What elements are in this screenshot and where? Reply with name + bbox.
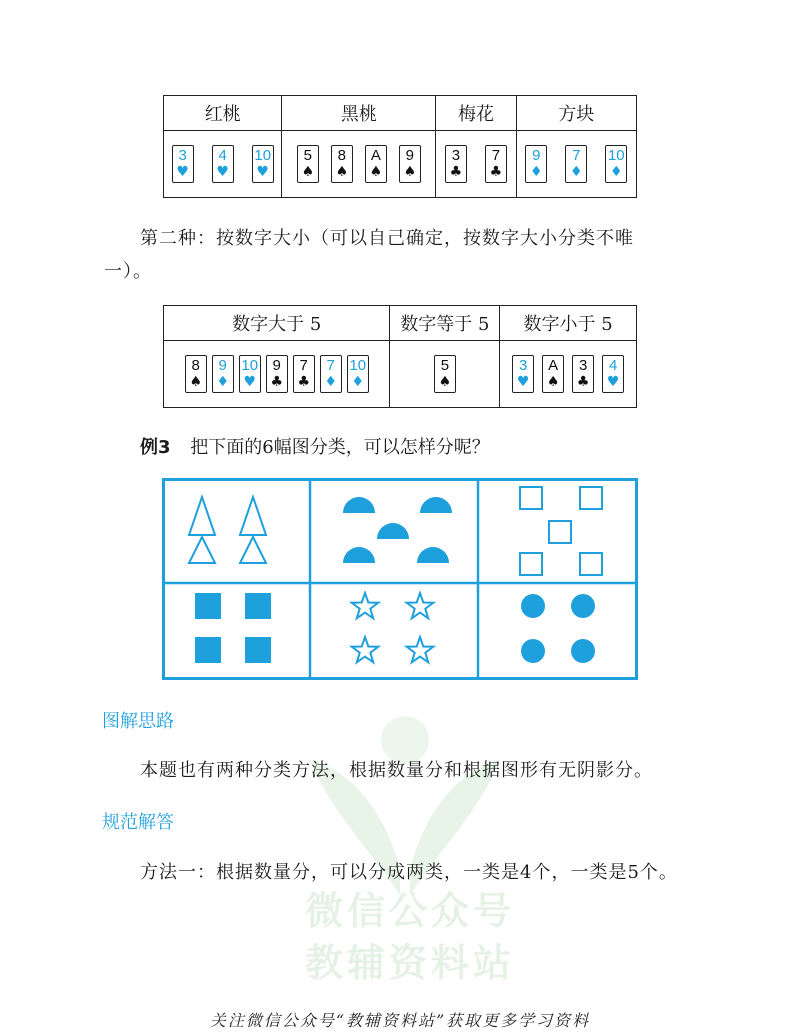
card-number: 3: [578, 357, 588, 374]
diamonds-cards: [517, 145, 636, 183]
clubs-cards: [436, 145, 515, 183]
square-filled-icon: [245, 637, 271, 663]
number-table-cards-row: [164, 341, 637, 408]
half-circle-icon: [420, 497, 452, 513]
half-circle-icon: [377, 523, 409, 539]
panel-triangles: [189, 497, 266, 563]
card-number: 7: [572, 147, 581, 164]
card-suit-icon: ♦: [610, 164, 623, 180]
playing-card: [212, 355, 234, 393]
example-3: [140, 433, 490, 459]
card-suit-icon: ♦: [351, 374, 364, 390]
playing-card: [605, 145, 627, 183]
half-circle-icon: [343, 497, 375, 513]
card-number: 3: [451, 147, 461, 164]
card-suit-icon: ♠: [546, 374, 560, 390]
playing-card: [365, 145, 387, 183]
card-number: A: [370, 147, 381, 164]
header-diamonds: 方块: [516, 96, 636, 131]
equal-cards: [390, 355, 499, 393]
header-spades: 黑桃: [282, 96, 436, 131]
example-question: 把下面的6幅图分类，可以怎样分呢？: [190, 437, 490, 458]
playing-card: [293, 355, 315, 393]
playing-card: [572, 355, 594, 393]
playing-card: [602, 355, 624, 393]
card-suit-icon: ♣: [297, 374, 310, 390]
number-table: [163, 305, 637, 408]
card-number: 5: [303, 147, 313, 164]
card-number: 5: [440, 357, 450, 374]
header-clubs: 梅花: [436, 96, 516, 131]
square-filled-icon: [195, 637, 221, 663]
card-number: 10: [254, 147, 272, 164]
square-filled-icon: [195, 593, 221, 619]
figure-grid-svg: [165, 481, 635, 677]
square-outline-icon: [580, 553, 602, 575]
card-number: 3: [178, 147, 187, 164]
panel-circles: [521, 594, 595, 663]
hearts-cards: [164, 145, 281, 183]
star-outline-icon: [352, 593, 379, 618]
header-equal-to-5: 数字等于 5: [390, 306, 500, 341]
square-outline-icon: [549, 521, 571, 543]
star-outline-icon: [407, 637, 434, 662]
half-circle-icon: [417, 547, 449, 563]
playing-card: [434, 355, 456, 393]
card-suit-icon: ♠: [335, 164, 349, 180]
playing-card: [172, 145, 194, 183]
triangle-icon: [240, 497, 266, 535]
card-suit-icon: ♥: [516, 374, 530, 390]
panel-half-circles: [343, 497, 452, 563]
circle-filled-icon: [571, 639, 595, 663]
card-suit-icon: ♣: [449, 164, 463, 180]
card-suit-icon: ♣: [489, 164, 503, 180]
card-number: 9: [272, 357, 281, 374]
card-number: 9: [532, 147, 541, 164]
playing-card: [565, 145, 587, 183]
playing-card: [512, 355, 534, 393]
card-suit-icon: ♦: [216, 374, 229, 390]
second-method-line2: 一）。: [104, 261, 152, 282]
greater-cards: [164, 355, 389, 393]
half-circle-icon: [343, 547, 375, 563]
card-suit-icon: ♣: [270, 374, 283, 390]
card-number: 7: [491, 147, 501, 164]
playing-card: [525, 145, 547, 183]
card-suit-icon: ♥: [216, 164, 229, 180]
card-suit-icon: ♦: [570, 164, 583, 180]
watermark-line1: 微信公众号: [305, 889, 516, 933]
playing-card: [485, 145, 507, 183]
card-suit-icon: ♥: [176, 164, 189, 180]
card-suit-icon: ♦: [324, 374, 337, 390]
card-suit-icon: ♠: [189, 374, 202, 390]
grid-lines: [165, 481, 635, 677]
less-cards: [500, 355, 636, 393]
panel-stars: [352, 593, 434, 662]
circle-filled-icon: [521, 594, 545, 618]
playing-card: [331, 145, 353, 183]
card-number: 7: [299, 357, 308, 374]
card-suit-icon: ♠: [301, 164, 315, 180]
second-method-paragraph: [140, 222, 680, 256]
playing-card: [239, 355, 261, 393]
panel-filled-squares: [195, 593, 271, 663]
card-suit-icon: ♠: [369, 164, 383, 180]
suit-table-cards-row: [164, 131, 637, 198]
playing-card: [212, 145, 234, 183]
figure-grid: [162, 478, 638, 680]
card-number: 10: [241, 357, 259, 374]
spades-cards: [282, 145, 435, 183]
card-number: A: [548, 357, 559, 374]
square-outline-icon: [520, 487, 542, 509]
playing-card: [542, 355, 564, 393]
circle-filled-icon: [571, 594, 595, 618]
card-number: 10: [607, 147, 625, 164]
square-outline-icon: [580, 487, 602, 509]
square-outline-icon: [520, 553, 542, 575]
playing-card: [266, 355, 288, 393]
second-method-line1: 第二种：按数字大小（可以自己确定，按数字大小分类不唯: [140, 228, 634, 249]
answer-text: 方法一：根据数量分，可以分成两类，一类是4个，一类是5个。: [140, 862, 678, 883]
playing-card: [399, 145, 421, 183]
playing-card: [252, 145, 274, 183]
card-suit-icon: ♥: [243, 374, 256, 390]
card-suit-icon: ♥: [256, 164, 269, 180]
card-number: 9: [405, 147, 415, 164]
header-greater-than-5: 数字大于 5: [164, 306, 390, 341]
card-number: 8: [337, 147, 347, 164]
card-number: 4: [218, 147, 227, 164]
playing-card: [347, 355, 369, 393]
watermark-line2: 教辅资料站: [305, 941, 516, 985]
number-table-header-row: [164, 306, 637, 341]
footer-note: 关注微信公众号“教辅资料站”获取更多学习资料: [209, 1011, 591, 1030]
approach-text: 本题也有两种分类方法，根据数量分和根据图形有无阴影分。: [140, 760, 653, 781]
card-suit-icon: ♣: [576, 374, 590, 390]
star-outline-icon: [352, 637, 379, 662]
header-less-than-5: 数字小于 5: [500, 306, 637, 341]
section-heading-approach: 图解思路: [102, 711, 174, 732]
triangle-icon: [189, 497, 215, 535]
panel-outline-squares: [520, 487, 602, 575]
card-suit-icon: ♦: [530, 164, 543, 180]
playing-card: [320, 355, 342, 393]
circle-filled-icon: [521, 639, 545, 663]
card-suit-icon: ♠: [403, 164, 417, 180]
playing-card: [445, 145, 467, 183]
suit-table: [163, 95, 637, 198]
playing-card: [297, 145, 319, 183]
card-number: 9: [218, 357, 227, 374]
triangle-icon: [189, 537, 215, 563]
card-number: 4: [608, 357, 618, 374]
card-number: 8: [191, 357, 200, 374]
card-number: 7: [326, 357, 335, 374]
star-outline-icon: [407, 593, 434, 618]
card-number: 3: [518, 357, 528, 374]
playing-card: [185, 355, 207, 393]
section-heading-answer: 规范解答: [102, 812, 174, 833]
card-number: 10: [349, 357, 367, 374]
suit-table-header-row: [164, 96, 637, 131]
card-suit-icon: ♠: [438, 374, 452, 390]
example-label: 例3: [140, 437, 171, 458]
square-filled-icon: [245, 593, 271, 619]
header-hearts: 红桃: [164, 96, 282, 131]
card-suit-icon: ♥: [606, 374, 620, 390]
triangle-icon: [240, 537, 266, 563]
